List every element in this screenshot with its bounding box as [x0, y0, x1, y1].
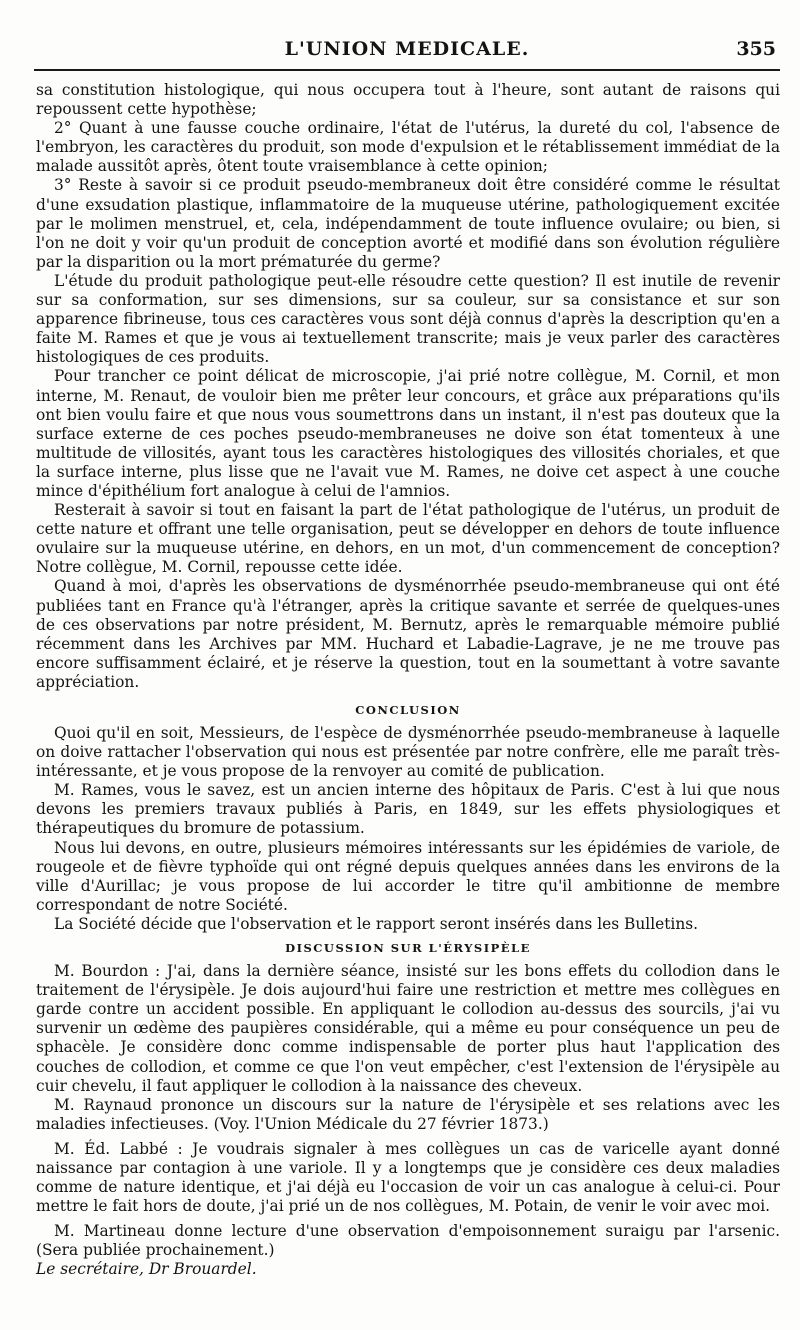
section-heading-discussion: DISCUSSION SUR L'ÉRYSIPÈLE: [285, 941, 531, 956]
paragraph: Pour trancher ce point délicat de microscopie, j'ai prié notre collègue, M. Cornil, et mon interne, M. Renaut, de vouloir bien me prêter leur concours, et grâce aux préparations qu'ils ont bien voulu faire et que nous vous soumettrons dans un instant, il n'est pas douteux que la surface externe de ces poches pseudo-membraneuses ne doive son état tomenteux à une multitude de villosités, ayant tous les caractères histologiques des villosités choriales, et que la surface interne, plus lisse que ne l'avait vue M. Rames, ne doive cet aspect à une couche mince d'épithélium fort analogue à celui de l'amnios.: [36, 367, 780, 500]
page-number: 355: [736, 38, 776, 60]
paragraph: Quoi qu'il en soit, Messieurs, de l'espèce de dysménorrhée pseudo-membraneuse à laquelle on doive rattacher l'observation qui nous est présentée par notre confrère, elle me paraît très-intéressante, et je vous propose de la renvoyer au comité de publication.: [36, 724, 780, 781]
paragraph: M. Éd. Labbé : Je voudrais signaler à mes collègues un cas de varicelle ayant donné naissance par contagion à une variole. Il y a longtemps que je considère ces deux maladies comme de nature identique, et j'ai déjà eu l'occasion de voir un cas analogue à celui-ci. Pour mettre le fait hors de doute, j'ai prié un de nos collègues, M. Potain, de venir le voir avec moi.: [36, 1139, 780, 1216]
paragraph: L'étude du produit pathologique peut-elle résoudre cette question? Il est inutile de revenir sur sa conformation, sur ses dimensions, sur sa couleur, sur sa consistance et sur son apparence fibrineuse, tous ces caractères vous sont déjà connus d'après la description qu'en a faite M. Rames et que je vous ai textuellement transcrite; mais je veux parler des caractères histologiques de ces produits.: [36, 271, 780, 367]
header-rule: [34, 69, 780, 71]
paragraph: Quand à moi, d'après les observations de dysménorrhée pseudo-membraneuse qui ont été publiées tant en France qu'à l'étranger, après la critique savante et serrée de quelques-unes de ces observations par notre président, M. Bernutz, après le remarquable mémoire publié récemment dans les Archives par MM. Huchard et Labadie-Lagrave, je ne me trouve pas encore suffisamment éclairé, et je réserve la question, tout en la soumettant à votre savante appréciation.: [36, 577, 780, 691]
paragraph: 3° Reste à savoir si ce produit pseudo-membraneux doit être considéré comme le résultat d'une exsudation plastique, inflammatoire de la muqueuse utérine, pathologiquement excitée par le molimen menstruel, et, cela, indépendamment de toute influence ovulaire; ou bien, si l'on ne doit y voir qu'un produit de conception avorté et modifié dans son évolution régulière par la disparition ou la mort prématurée du germe?: [36, 176, 780, 271]
paragraph: M. Rames, vous le savez, est un ancien interne des hôpitaux de Paris. C'est à lui que nous devons les premiers travaux publiés à Paris, en 1849, sur les effets physiologiques et thérapeutiques du bromure de potassium.: [36, 781, 780, 838]
paragraph: La Société décide que l'observation et le rapport seront insérés dans les Bulletins.: [54, 914, 699, 933]
paragraph: sa constitution histologique, qui nous occupera tout à l'heure, sont autant de raisons qui repoussent cette hypothèse;: [36, 81, 780, 119]
paragraph: 2° Quant à une fausse couche ordinaire, l'état de l'utérus, la dureté du col, l'absence de l'embryon, les caractères du produit, son mode d'expulsion et le rétablissement immédiat de la malade aussitôt après, ôtent toute vraisemblance à cette opinion;: [36, 119, 780, 176]
article-body: [36, 81, 780, 1280]
paragraph: M. Raynaud prononce un discours sur la nature de l'érysipèle et ses relations avec les maladies infectieuses. (Voy. l'Union Médicale du 27 février 1873.): [36, 1095, 780, 1133]
running-title: L'UNION MEDICALE.: [284, 38, 530, 60]
paragraph: Resterait à savoir si tout en faisant la part de l'état pathologique de l'utérus, un produit de cette nature et offrant une telle organisation, peut se développer en dehors de toute influence ovulaire sur la muqueuse utérine, en dehors, en un mot, d'un commencement de conception? Notre collègue, M. Cornil, repousse cette idée.: [36, 501, 780, 577]
page-header: [34, 30, 780, 64]
paragraph: M. Bourdon : J'ai, dans la dernière séance, insisté sur les bons effets du collodion dans le traitement de l'érysipèle. Je dois aujourd'hui faire une restriction et mettre mes collègues en garde contre un accident possible. En appliquant le collodion au-dessus des sourcils, j'ai vu survenir un œdème des paupières considérable, qui a même eu pour conséquence un peu de sphacèle. Je considère donc comme indispensable de porter plus haut l'application des couches de collodion, et comme ce que l'on veut empêcher, c'est l'extension de l'érysipèle au cuir chevelu, il faut appliquer le collodion à la naissance des cheveux.: [36, 962, 780, 1095]
signature: Le secrétaire, Dr Brouardel.: [36, 1260, 257, 1279]
section-heading-conclusion: CONCLUSION: [355, 703, 461, 717]
paragraph: Nous lui devons, en outre, plusieurs mémoires intéressants sur les épidémies de variole, de rougeole et de fièvre typhoïde qui ont régné depuis quelques années dans les environs de la ville d'Aurillac; je vous propose de lui accorder le titre qu'il ambitionne de membre correspondant de notre Société.: [36, 838, 780, 914]
paragraph: M. Martineau donne lecture d'une observation d'empoisonnement suraigu par l'arsenic. (Sera publiée prochainement.): [36, 1222, 780, 1260]
